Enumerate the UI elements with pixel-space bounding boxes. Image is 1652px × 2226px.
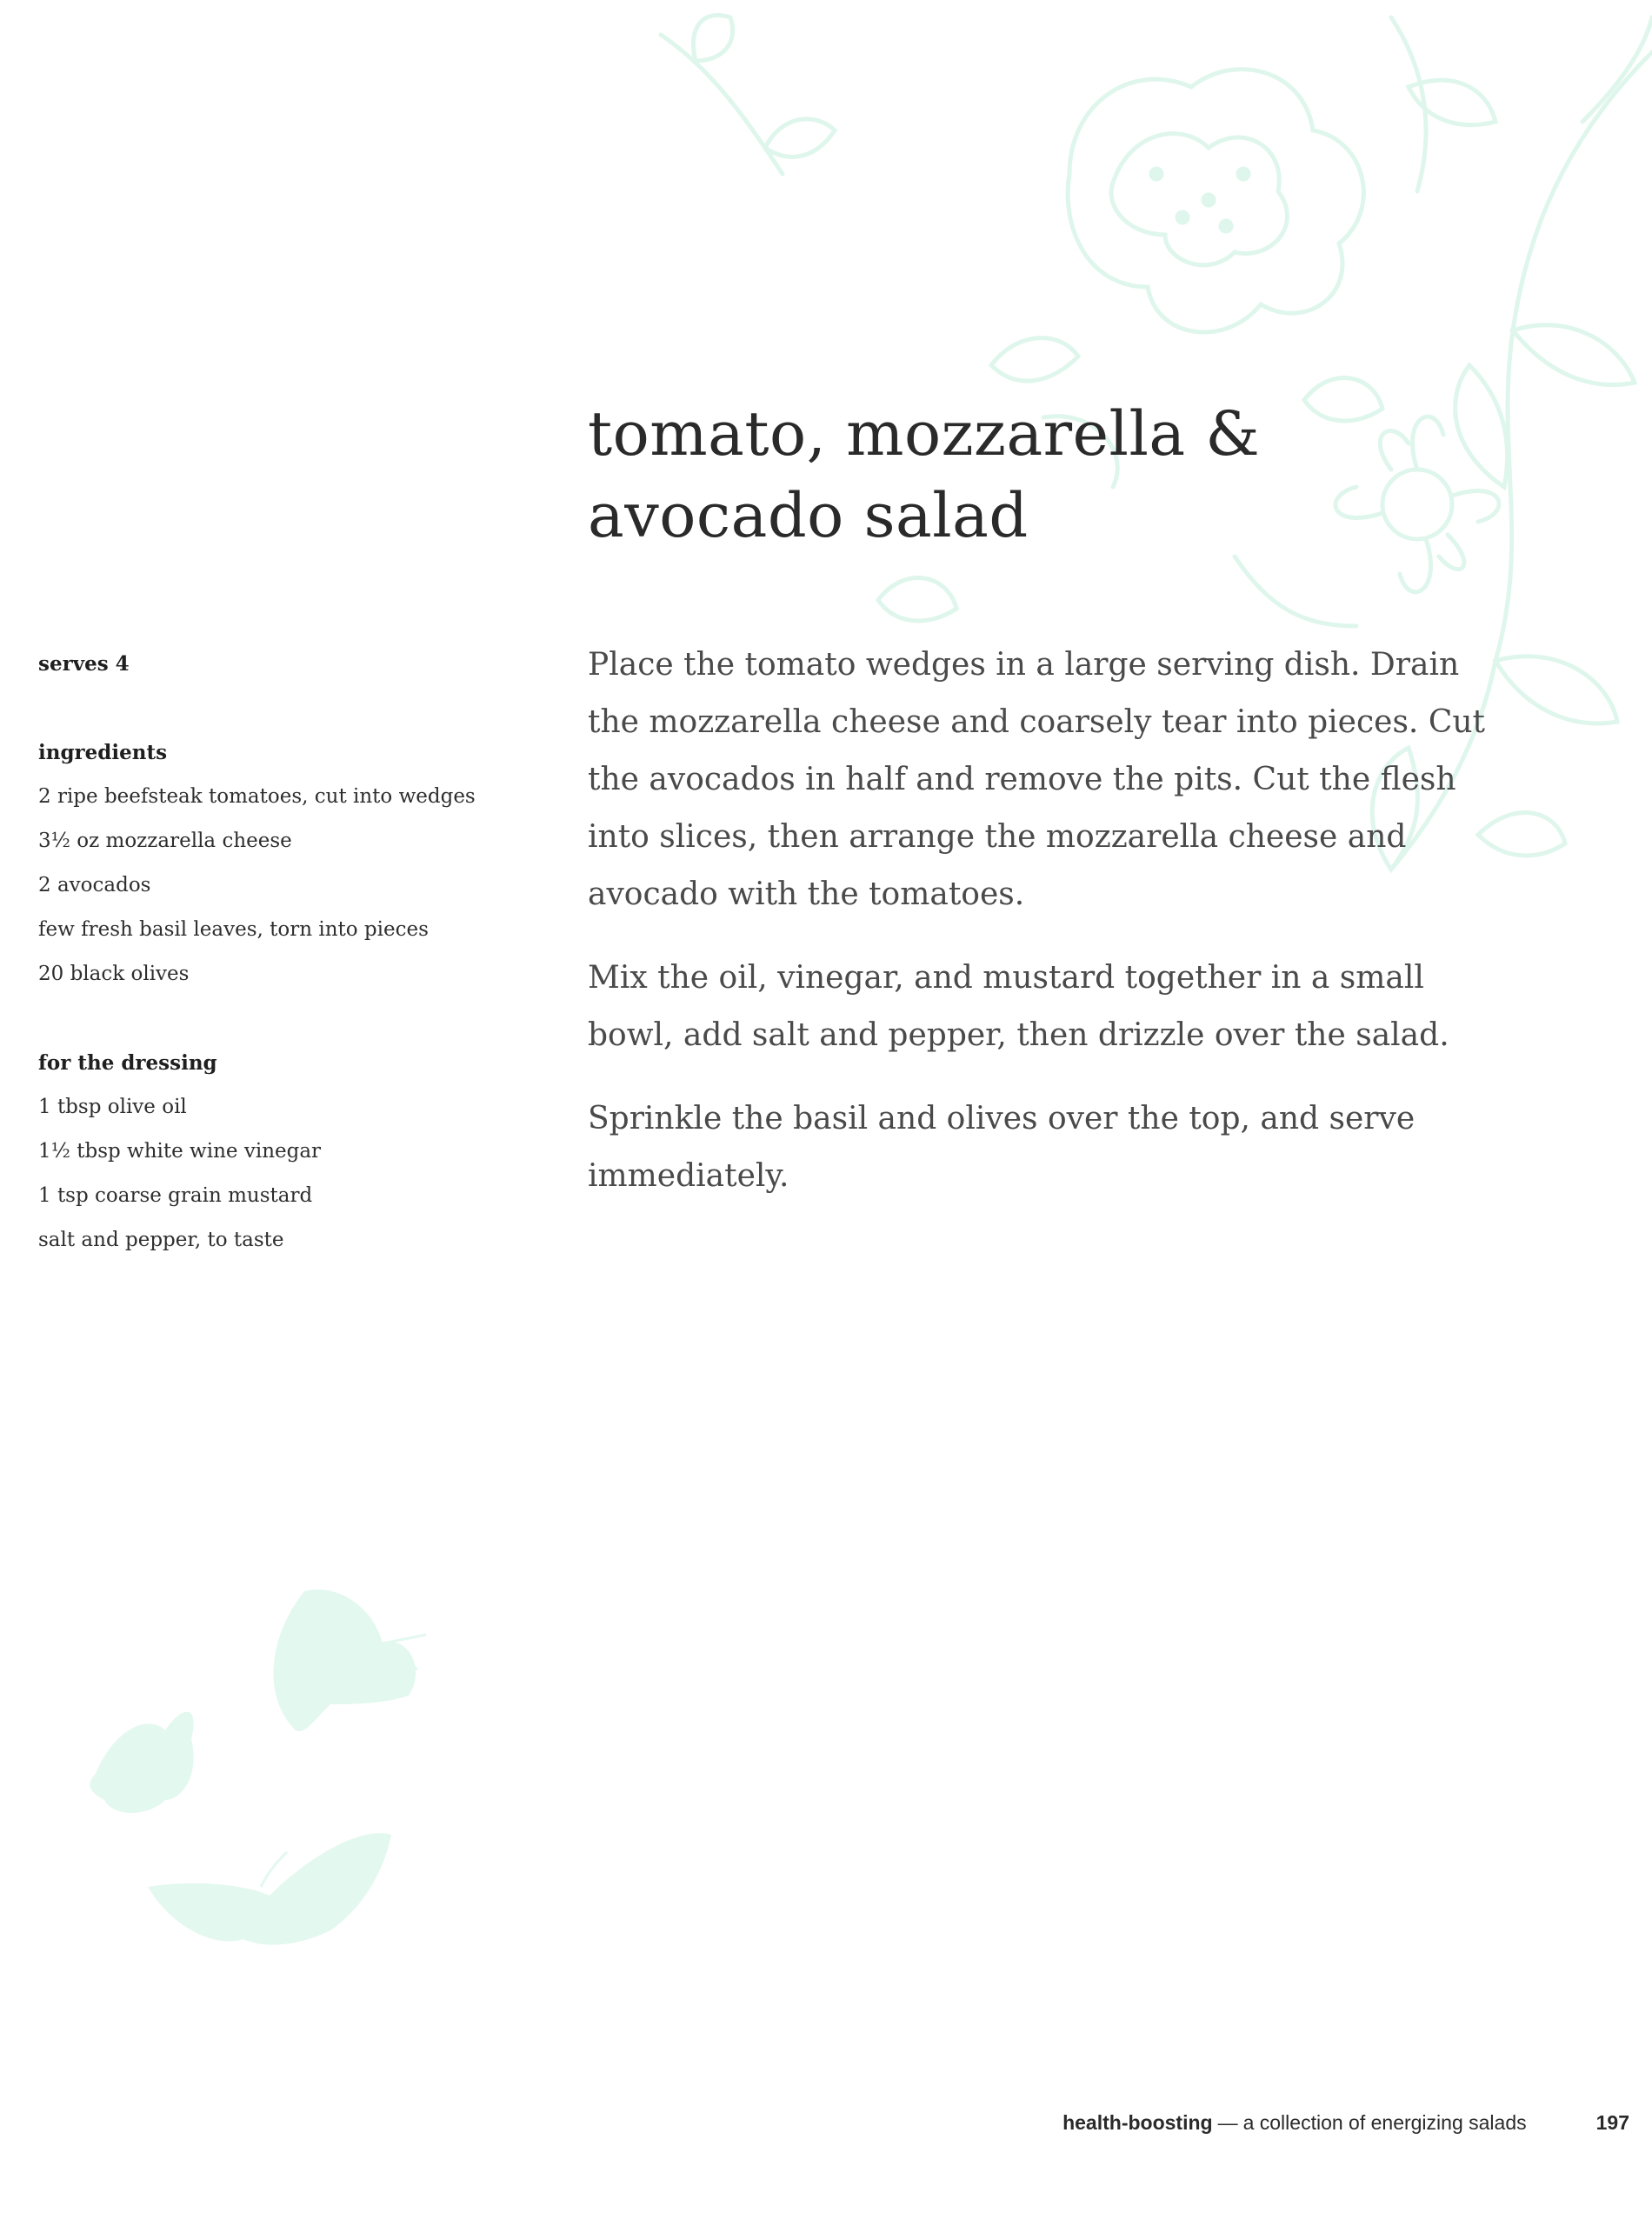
ingredient-item: 2 ripe beefsteak tomatoes, cut into wedges [38, 785, 476, 808]
dressing-item: 1 tsp coarse grain mustard [38, 1184, 313, 1207]
page-footer [1062, 2111, 1629, 2135]
butterfly-icon [90, 1712, 193, 1813]
recipe-title [588, 393, 1501, 556]
footer-dash: — [1217, 2111, 1238, 2134]
ingredient-item: few fresh basil leaves, torn into pieces [38, 918, 429, 941]
dressing-item: 1 tbsp olive oil [38, 1096, 187, 1118]
method-step: Mix the oil, vinegar, and mustard together in a small bowl, add salt and pepper, then drizzle over the salad. [588, 960, 1449, 1053]
ingredients-sidebar [38, 642, 525, 1263]
recipe-method [588, 636, 1509, 1231]
ingredients-heading: ingredients [38, 741, 168, 764]
dressing-item: salt and pepper, to taste [38, 1229, 284, 1251]
recipe-title-line-2: avocado salad [588, 480, 1029, 551]
method-step: Sprinkle the basil and olives over the top, and serve immediately. [588, 1101, 1416, 1194]
footer-section-name: health-boosting [1062, 2111, 1213, 2134]
serves-label: serves 4 [38, 652, 130, 676]
flower-icon [1068, 70, 1363, 332]
page-number: 197 [1595, 2111, 1629, 2134]
dressing-heading: for the dressing [38, 1051, 217, 1075]
ingredient-item: 20 black olives [38, 963, 190, 985]
dressing-item: 1½ tbsp white wine vinegar [38, 1140, 322, 1163]
recipe-title-line-1: tomato, mozzarella & [588, 398, 1261, 470]
ingredient-item: 3½ oz mozzarella cheese [38, 830, 292, 852]
method-step: Place the tomato wedges in a large serving dish. Drain the mozzarella cheese and coarsely tear into pieces. Cut the avocados in half and remove the pits. Cut the flesh into slices, then arrange the mozzarella cheese and avocado with the tomatoes. [588, 647, 1486, 912]
ingredient-item: 2 avocados [38, 874, 151, 896]
butterfly-icon [274, 1590, 426, 1731]
butterfly-icon [148, 1833, 391, 1944]
footer-subtitle: a collection of energizing salads [1242, 2111, 1527, 2134]
